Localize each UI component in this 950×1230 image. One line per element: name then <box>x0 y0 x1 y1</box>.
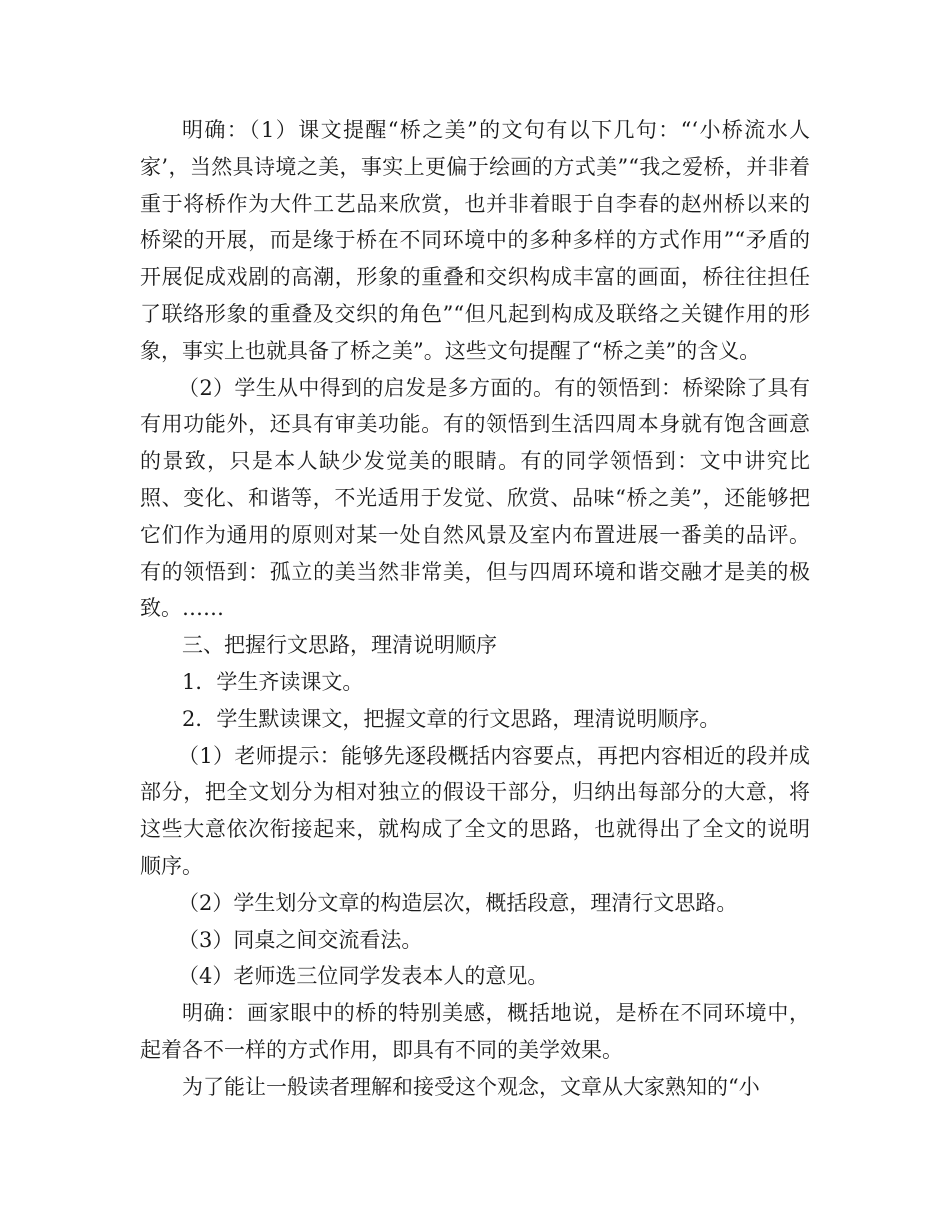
paragraph-student-structure: （2）学生划分文章的构造层次，概括段意，理清行文思路。 <box>178 890 738 915</box>
paragraph-step-2: 2．学生默读课文，把握文章的行文思路，理清说明顺序。 <box>182 706 721 731</box>
paragraph-continuation: 为了能让一般读者理解和接受这个观念，文章从大家熟知的“小 <box>182 1074 760 1099</box>
paragraph-teacher-select: （4）老师选三位同学发表本人的意见。 <box>178 964 549 989</box>
paragraph-answer-2: （2）学生从中得到的启发是多方面的。有的领悟到：桥梁除了具有有用功能外，还具有审美功能。有的领悟到生活四周本身就有饱含画意的景致，只是本人缺少发觉美的眼睛。有的同学领悟到：文中讲究比照、变化、和谐等，不光适用于发觉、欣赏、品味“桥之美”，还能够把它们作为通用的原则对某一处自然风景及室内布置进展一番美的品评。有的领悟到：孤立的美当然非常美，但与四周环境和谐交融才是美的极致。…… <box>140 375 810 621</box>
paragraph-step-1: 1．学生齐读课文。 <box>182 669 364 694</box>
section-heading: 三、把握行文思路，理清说明顺序 <box>182 633 497 658</box>
document-body <box>140 112 810 1106</box>
paragraph-answer-1: 明确：（1）课文提醒“桥之美”的文句有以下几句：“‘小桥流水人家’，当然具诗境之美，事实上更偏于绘画的方式美”“我之爱桥，并非着重于将桥作为大件工艺品来欣赏，也并非着眼于自李春的赵州桥以来的桥梁的开展，而是缘于桥在不同环境中的多种多样的方式作用”“矛盾的开展促成戏剧的高潮，形象的重叠和交织构成丰富的画面，桥往往担任了联络形象的重叠及交织的角色”“但凡起到构成及联络之关键作用的形象，事实上也就具备了桥之美”。这些文句提醒了“桥之美”的含义。 <box>140 118 810 363</box>
paragraph-peer-exchange: （3）同桌之间交流看法。 <box>178 927 423 952</box>
paragraph-teacher-hint: （1）老师提示：能够先逐段概括内容要点，再把内容相近的段并成部分，把全文划分为相对独立的假设干部分，归纳出每部分的大意，将这些大意依次衔接起来，就构成了全文的思路，也就得出了全文的说明顺序。 <box>140 743 810 878</box>
paragraph-answer-3: 明确：画家眼中的桥的特别美感，概括地说，是桥在不同环境中，起着各不一样的方式作用，即具有不同的美学效果。 <box>140 1001 810 1062</box>
